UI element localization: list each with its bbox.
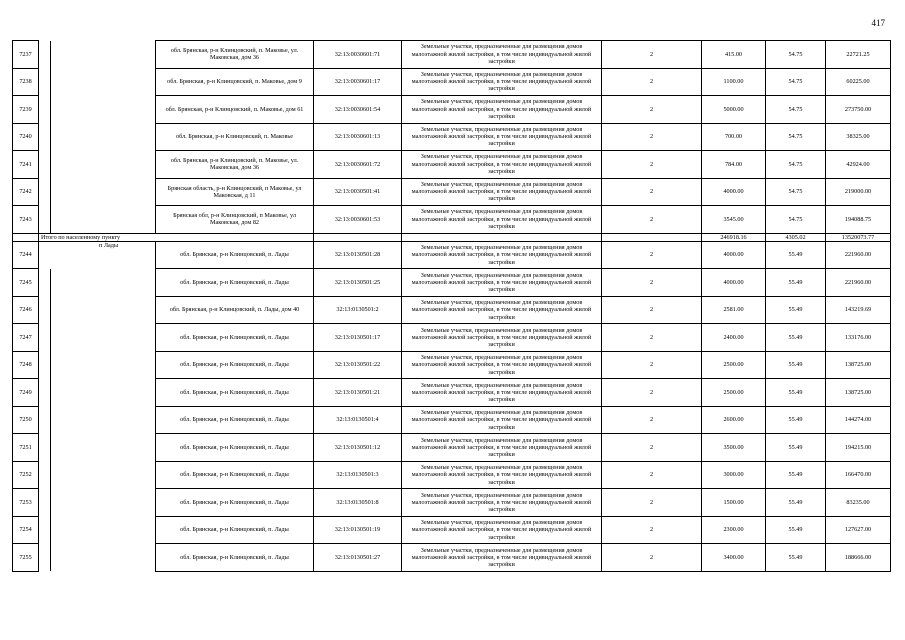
spacer-cell [51,489,156,517]
cadastral-number-cell: 32:13:0030601:53 [314,206,402,234]
row-number: 7253 [13,489,39,517]
land-use-cell: Земельные участки, предназначенные для размещения домов малоэтажной жилой застройки, в том числе индивидуальной жилой застройки [402,544,602,572]
cadastral-number-cell: 32:13:0030601:71 [314,41,402,69]
cost-cell: 127627.00 [826,516,891,544]
row-number: 7252 [13,461,39,489]
rate-cell: 54.75 [766,41,826,69]
group-cell: 2 [602,206,702,234]
cadastral-number-cell: 32:13:0130501:19 [314,516,402,544]
spacer-cell [51,296,156,324]
rate-cell: 54.75 [766,68,826,96]
spacer-cell [39,123,51,151]
area-cell: 700.00 [702,123,766,151]
cadastral-number-cell: 32:13:0030601:54 [314,96,402,124]
row-number: 7243 [13,206,39,234]
land-use-cell: Земельные участки, предназначенные для размещения домов малоэтажной жилой застройки, в том числе индивидуальной жилой застройки [402,406,602,434]
cadastral-number-cell: 32:13:0130501:12 [314,434,402,462]
rate-cell: 55.49 [766,379,826,407]
table-body-lady [13,241,891,571]
group-cell: 2 [602,269,702,297]
area-cell: 3500.00 [702,434,766,462]
row-number: 7239 [13,96,39,124]
settlement-total-rate: 4305.02 [766,233,826,241]
cost-cell: 143219.69 [826,296,891,324]
rate-cell: 55.49 [766,296,826,324]
row-number: 7238 [13,68,39,96]
table-row [13,324,891,352]
page-number: 417 [871,18,885,28]
spacer-cell [51,96,156,124]
address-cell: Брянская обл, р-н Клинцовский, п Маковье, ул Маковская, дом 82 [156,206,314,234]
spacer-cell [51,461,156,489]
table-row [13,296,891,324]
cost-cell: 144274.00 [826,406,891,434]
row-number: 7251 [13,434,39,462]
rate-cell: 55.49 [766,269,826,297]
rate-cell: 54.75 [766,123,826,151]
row-number: 7244 [13,241,39,269]
spacer-cell [51,178,156,206]
land-use-cell: Земельные участки, предназначенные для размещения домов малоэтажной жилой застройки, в том числе индивидуальной жилой застройки [402,241,602,269]
table-body-makovye [13,41,891,234]
cost-cell: 138725.00 [826,379,891,407]
table-row [13,379,891,407]
row-number: 7255 [13,544,39,572]
total-blank-cell [13,233,39,241]
settlement-total-area: 246918.16 [702,233,766,241]
address-cell: обл. Брянская, р-н Клинцовский, п. Лады [156,269,314,297]
table-row [13,434,891,462]
land-use-cell: Земельные участки, предназначенные для размещения домов малоэтажной жилой застройки, в том числе индивидуальной жилой застройки [402,178,602,206]
row-number: 7237 [13,41,39,69]
area-cell: 2500.00 [702,351,766,379]
table-row [13,206,891,234]
group-cell: 2 [602,379,702,407]
group-cell: 2 [602,68,702,96]
rate-cell: 54.75 [766,178,826,206]
cadastral-number-cell: 32:13:0130501:22 [314,351,402,379]
land-use-cell: Земельные участки, предназначенные для размещения домов малоэтажной жилой застройки, в том числе индивидуальной жилой застройки [402,41,602,69]
cadastral-number-cell: 32:13:0130501:28 [314,241,402,269]
area-cell: 4000.00 [702,241,766,269]
spacer-cell [51,324,156,352]
area-cell: 3545.00 [702,206,766,234]
cadastral-number-cell: 32:13:0130501:27 [314,544,402,572]
row-number: 7250 [13,406,39,434]
address-cell: обл. Брянская, р-н Клинцовский, п. Лады [156,434,314,462]
spacer-cell [51,516,156,544]
spacer-cell [51,544,156,572]
rate-cell: 55.49 [766,406,826,434]
table-row [13,406,891,434]
area-cell: 2581.00 [702,296,766,324]
address-cell: обл. Брянская, р-н Клинцовский, п. Маковье, дом 61 [156,96,314,124]
address-cell: обл. Брянская, р-н Клинцовский, п. Лады [156,379,314,407]
table-row [13,351,891,379]
group-cell: 2 [602,489,702,517]
spacer-cell [39,206,51,234]
address-cell: обл. Брянская, р-н Клинцовский, п. Лады [156,544,314,572]
spacer-cell [39,68,51,96]
cost-cell: 22721.25 [826,41,891,69]
cost-cell: 221960.00 [826,269,891,297]
cadastral-value-table [12,40,891,572]
spacer-cell [39,178,51,206]
address-cell: обл. Брянская, р-н Клинцовский, п. Лады, дом 40 [156,296,314,324]
land-use-cell: Земельные участки, предназначенные для размещения домов малоэтажной жилой застройки, в том числе индивидуальной жилой застройки [402,206,602,234]
spacer-cell [51,434,156,462]
table-row [13,269,891,297]
cadastral-number-cell: 32:13:0030601:72 [314,151,402,179]
cadastral-number-cell: 32:13:0130501:4 [314,406,402,434]
total-blank-cell [602,233,702,241]
area-cell: 3000.00 [702,461,766,489]
land-use-cell: Земельные участки, предназначенные для размещения домов малоэтажной жилой застройки, в том числе индивидуальной жилой застройки [402,434,602,462]
table-row [13,516,891,544]
group-cell: 2 [602,351,702,379]
land-use-cell: Земельные участки, предназначенные для размещения домов малоэтажной жилой застройки, в том числе индивидуальной жилой застройки [402,151,602,179]
spacer-cell [51,41,156,69]
rate-cell: 55.49 [766,544,826,572]
area-cell: 2600.00 [702,406,766,434]
spacer-cell [39,296,51,324]
spacer-cell [51,123,156,151]
address-cell: Брянская область, р-н Клинцовский, п Маковье, ул Маковская, д 11 [156,178,314,206]
spacer-cell [39,489,51,517]
area-cell: 5000.00 [702,96,766,124]
table-row [13,461,891,489]
row-number: 7242 [13,178,39,206]
land-use-cell: Земельные участки, предназначенные для размещения домов малоэтажной жилой застройки, в том числе индивидуальной жилой застройки [402,489,602,517]
group-cell: 2 [602,41,702,69]
area-cell: 3400.00 [702,544,766,572]
table-row [13,68,891,96]
spacer-cell [39,96,51,124]
total-blank-cell [314,233,402,241]
cost-cell: 221960.00 [826,241,891,269]
row-number: 7245 [13,269,39,297]
table-row [13,96,891,124]
table-row [13,544,891,572]
area-cell: 2500.00 [702,379,766,407]
row-number: 7247 [13,324,39,352]
address-cell: обл. Брянская, р-н Клинцовский, п. Лады [156,241,314,269]
cadastral-number-cell: 32:13:0130501:3 [314,461,402,489]
cost-cell: 273750.00 [826,96,891,124]
cost-cell: 166470.00 [826,461,891,489]
cost-cell: 194215.00 [826,434,891,462]
area-cell: 784.00 [702,151,766,179]
land-use-cell: Земельные участки, предназначенные для размещения домов малоэтажной жилой застройки, в том числе индивидуальной жилой застройки [402,123,602,151]
address-cell: обл. Брянская, р-н Клинцовский, п. Лады [156,461,314,489]
rate-cell: 55.49 [766,351,826,379]
area-cell: 415.00 [702,41,766,69]
land-use-cell: Земельные участки, предназначенные для размещения домов малоэтажной жилой застройки, в том числе индивидуальной жилой застройки [402,68,602,96]
spacer-cell [51,151,156,179]
address-cell: обл. Брянская, р-н Клинцовский, п. Лады [156,351,314,379]
address-cell: обл. Брянская, р-н Клинцовский, п. Маковье, дом 9 [156,68,314,96]
table-row [13,241,891,269]
cost-cell: 219000.00 [826,178,891,206]
row-number: 7249 [13,379,39,407]
spacer-cell [39,41,51,69]
rate-cell: 55.49 [766,461,826,489]
address-cell: обл. Брянская, р-н Клинцовский, п. Маковье, ул. Маковская, дом 36 [156,41,314,69]
spacer-cell [51,351,156,379]
table-row [13,489,891,517]
group-cell: 2 [602,461,702,489]
cost-cell: 194088.75 [826,206,891,234]
area-cell: 1100.00 [702,68,766,96]
spacer-cell [51,406,156,434]
group-cell: 2 [602,296,702,324]
cadastral-number-cell: 32:13:0130501:17 [314,324,402,352]
spacer-cell [51,68,156,96]
group-cell: 2 [602,96,702,124]
area-cell: 1500.00 [702,489,766,517]
table-row [13,151,891,179]
settlement-name: п Лады [99,241,119,249]
group-cell: 2 [602,241,702,269]
land-use-cell: Земельные участки, предназначенные для размещения домов малоэтажной жилой застройки, в том числе индивидуальной жилой застройки [402,324,602,352]
group-cell: 2 [602,123,702,151]
rate-cell: 55.49 [766,434,826,462]
land-use-cell: Земельные участки, предназначенные для размещения домов малоэтажной жилой застройки, в том числе индивидуальной жилой застройки [402,351,602,379]
row-number: 7246 [13,296,39,324]
land-use-cell: Земельные участки, предназначенные для размещения домов малоэтажной жилой застройки, в том числе индивидуальной жилой застройки [402,269,602,297]
rate-cell: 55.49 [766,489,826,517]
settlement-name-cell [39,241,156,269]
spacer-cell [39,269,51,297]
area-cell: 2300.00 [702,516,766,544]
cadastral-number-cell: 32:13:0130501:2 [314,296,402,324]
rate-cell: 55.49 [766,324,826,352]
land-use-cell: Земельные участки, предназначенные для размещения домов малоэтажной жилой застройки, в том числе индивидуальной жилой застройки [402,379,602,407]
group-cell: 2 [602,406,702,434]
address-cell: обл. Брянская, р-н Клинцовский, п. Лады [156,324,314,352]
row-number: 7254 [13,516,39,544]
settlement-total-block [13,233,891,241]
spacer-cell [39,351,51,379]
settlement-total-row [13,233,891,241]
group-cell: 2 [602,324,702,352]
address-cell: обл. Брянская, р-н Клинцовский, п. Лады [156,516,314,544]
total-blank-cell [402,233,602,241]
spacer-cell [39,516,51,544]
row-number: 7248 [13,351,39,379]
land-use-cell: Земельные участки, предназначенные для размещения домов малоэтажной жилой застройки, в том числе индивидуальной жилой застройки [402,461,602,489]
spacer-cell [51,206,156,234]
table-row [13,123,891,151]
cadastral-number-cell: 32:13:0130501:25 [314,269,402,297]
cadastral-number-cell: 32:13:0130501:21 [314,379,402,407]
spacer-cell [39,434,51,462]
cost-cell: 138725.00 [826,351,891,379]
group-cell: 2 [602,151,702,179]
row-number: 7240 [13,123,39,151]
rate-cell: 54.75 [766,96,826,124]
rate-cell: 55.49 [766,241,826,269]
cost-cell: 133176.00 [826,324,891,352]
group-cell: 2 [602,544,702,572]
rate-cell: 54.75 [766,206,826,234]
land-use-cell: Земельные участки, предназначенные для размещения домов малоэтажной жилой застройки, в том числе индивидуальной жилой застройки [402,296,602,324]
spacer-cell [39,379,51,407]
spacer-cell [51,379,156,407]
address-cell: обл. Брянская, р-н Клинцовский, п. Маковье, ул. Маковская, дом 36 [156,151,314,179]
area-cell: 4000.00 [702,178,766,206]
cost-cell: 188666.00 [826,544,891,572]
spacer-cell [39,544,51,572]
group-cell: 2 [602,434,702,462]
rate-cell: 55.49 [766,516,826,544]
spacer-cell [39,406,51,434]
cost-cell: 42924.00 [826,151,891,179]
settlement-total-cost: 13520073.77 [826,233,891,241]
land-use-cell: Земельные участки, предназначенные для размещения домов малоэтажной жилой застройки, в том числе индивидуальной жилой застройки [402,96,602,124]
cost-cell: 38325.00 [826,123,891,151]
cadastral-number-cell: 32:13:0030601:17 [314,68,402,96]
address-cell: обл. Брянская, р-н Клинцовский, п. Лады [156,489,314,517]
settlement-total-label: Итого по населенному пункту [39,233,314,241]
group-cell: 2 [602,516,702,544]
area-cell: 2400.00 [702,324,766,352]
row-number: 7241 [13,151,39,179]
spacer-cell [39,324,51,352]
address-cell: обл. Брянская, р-н Клинцовский, п. Лады [156,406,314,434]
table-row [13,41,891,69]
table-row [13,178,891,206]
spacer-cell [51,269,156,297]
land-use-cell: Земельные участки, предназначенные для размещения домов малоэтажной жилой застройки, в том числе индивидуальной жилой застройки [402,516,602,544]
address-cell: обл. Брянская, р-н Клинцовский, п. Маковье [156,123,314,151]
area-cell: 4000.00 [702,269,766,297]
spacer-cell [39,461,51,489]
cadastral-number-cell: 32:13:0030501:41 [314,178,402,206]
rate-cell: 54.75 [766,151,826,179]
cadastral-number-cell: 32:13:0030601:13 [314,123,402,151]
group-cell: 2 [602,178,702,206]
cadastral-number-cell: 32:13:0130501:8 [314,489,402,517]
cost-cell: 60225.00 [826,68,891,96]
cost-cell: 83235.00 [826,489,891,517]
spacer-cell [39,151,51,179]
